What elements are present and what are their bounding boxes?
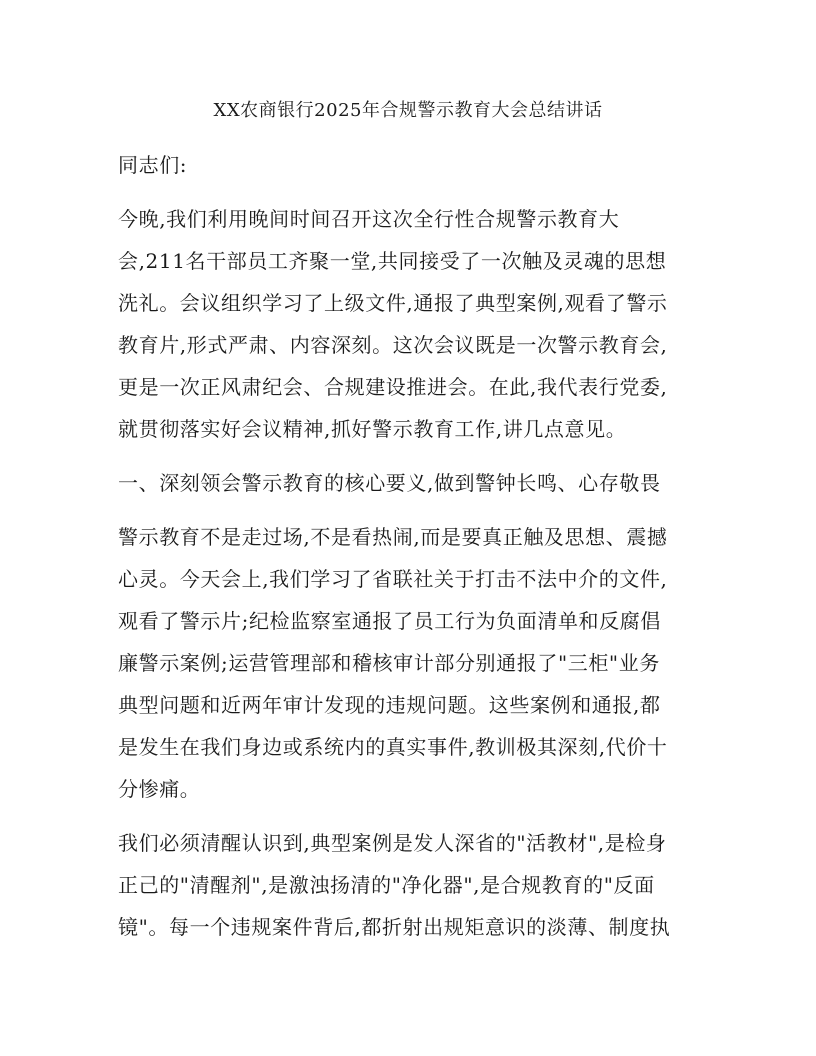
section-heading: 一、深刻领会警示教育的核心要义,做到警钟长鸣、心存敬畏: [118, 471, 661, 495]
paragraph-line: 我们必须清醒认识到,典型案例是发人深省的"活教材",是检身: [118, 831, 667, 855]
paragraph-line: 会,211名干部员工齐聚一堂,共同接受了一次触及灵魂的思想: [118, 249, 667, 273]
paragraph-line: 分惨痛。: [118, 777, 201, 801]
document-title: XX农商银行2025年合规警示教育大会总结讲话: [213, 100, 603, 121]
paragraph-line: 镜"。每一个违规案件背后,都折射出规矩意识的淡薄、制度执: [118, 915, 671, 939]
paragraph-line: 更是一次正风肃纪会、合规建设推进会。在此,我代表行党委,: [118, 375, 668, 399]
paragraph-line: 今晚,我们利用晚间时间召开这次全行性合规警示教育大: [118, 207, 620, 231]
paragraph-line: 就贯彻落实好会议精神,抓好警示教育工作,讲几点意见。: [118, 417, 627, 441]
paragraph-line: 是发生在我们身边或系统内的真实事件,教训极其深刻,代价十: [118, 735, 668, 759]
paragraph-line: 警示教育不是走过场,不是看热闹,而是要真正触及思想、震撼: [118, 525, 668, 549]
paragraph-line: 正己的"清醒剂",是激浊扬清的"净化器",是合规教育的"反面: [118, 873, 655, 897]
paragraph-line: 观看了警示片;纪检监察室通报了员工行为负面清单和反腐倡: [118, 609, 661, 633]
paragraph-line: 典型问题和近两年审计发现的违规问题。这些案例和通报,都: [118, 693, 661, 717]
paragraph-line: 教育片,形式严肃、内容深刻。这次会议既是一次警示教育会,: [118, 333, 668, 357]
paragraph-line: 心灵。今天会上,我们学习了省联社关于打击不法中介的文件,: [118, 567, 668, 591]
paragraph-line: 洗礼。会议组织学习了上级文件,通报了典型案例,观看了警示: [118, 291, 668, 315]
paragraph-line: 廉警示案例;运营管理部和稽核审计部分别通报了"三柜"业务: [118, 651, 660, 675]
greeting: 同志们:: [118, 153, 188, 177]
